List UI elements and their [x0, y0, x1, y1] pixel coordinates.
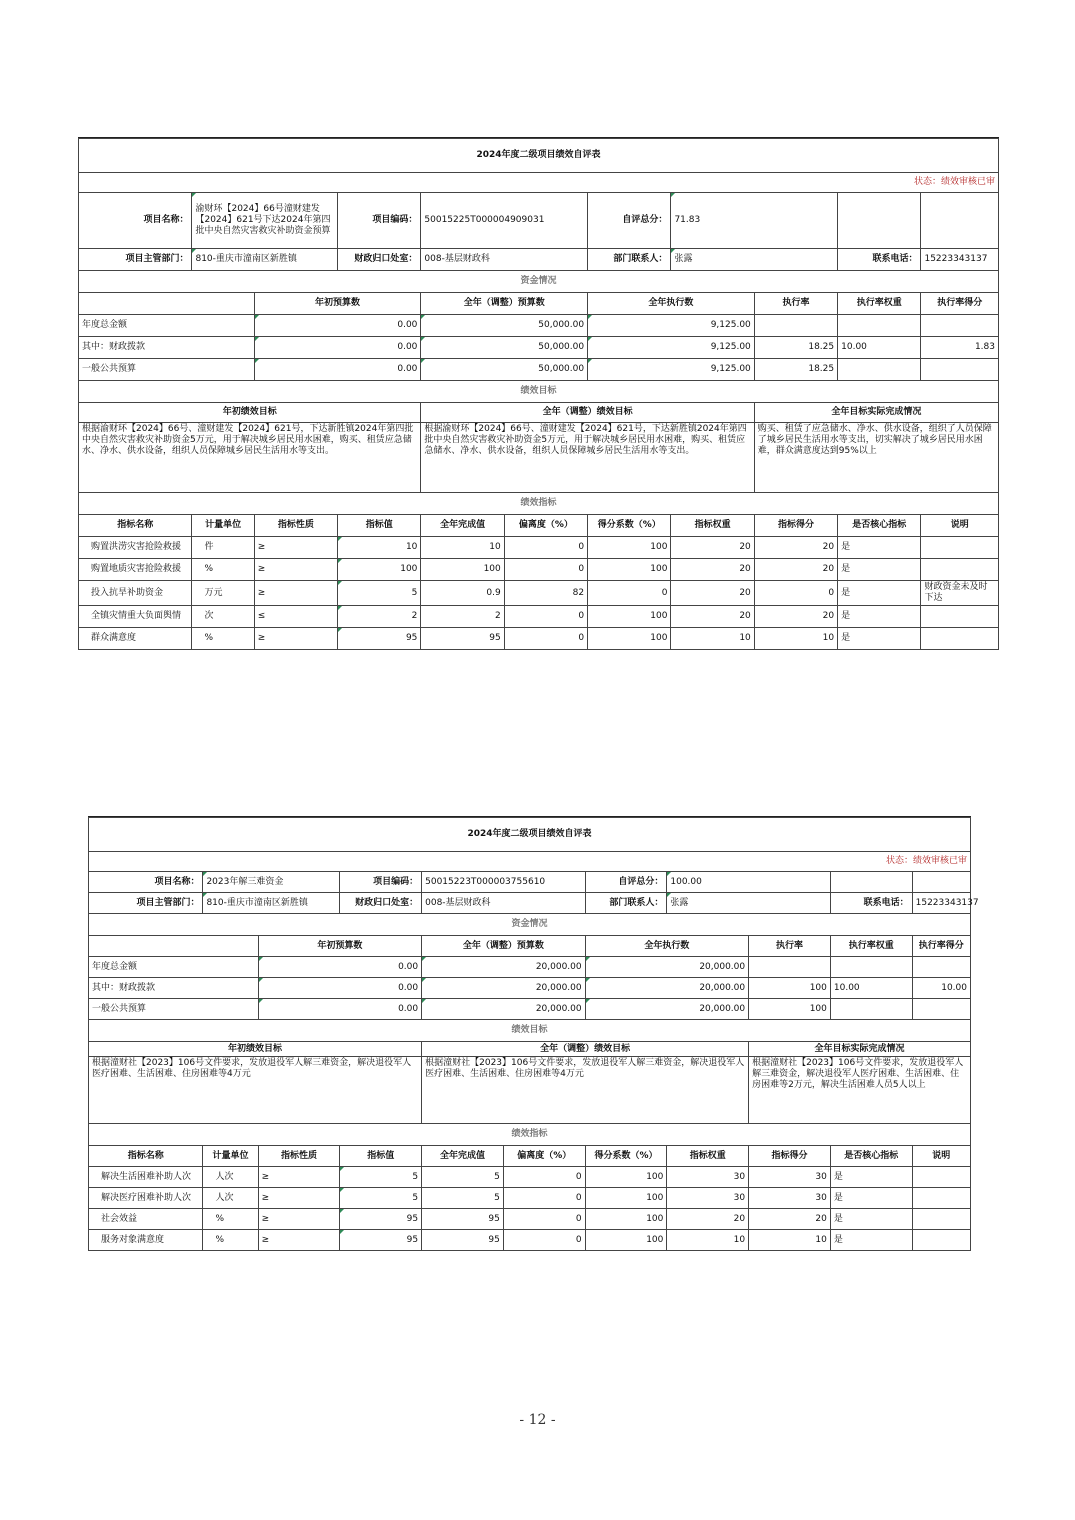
- contact-person-value: 张露: [671, 249, 838, 271]
- funds-column-header: 执行率权重: [830, 936, 912, 957]
- execution-score-cell: [921, 359, 999, 381]
- goals-section-title: 绩效目标: [89, 1020, 971, 1042]
- execution-weight-cell: [830, 957, 912, 978]
- indicators-section-title: 绩效指标: [79, 493, 999, 515]
- execution-rate-cell: 18.25: [754, 337, 837, 359]
- indicator-column-header: 指标值: [340, 1146, 422, 1167]
- deviation-cell: 0: [503, 1230, 585, 1251]
- deviation-cell: 0: [503, 1188, 585, 1209]
- indicator-name-cell: 解决医疗困难补助人次: [89, 1188, 203, 1209]
- core-flag-cell: 是: [838, 537, 921, 559]
- target-value-cell: 5: [340, 1167, 422, 1188]
- target-value-cell: 5: [338, 581, 421, 606]
- funds-section-title: 资金情况: [89, 914, 971, 936]
- funds-column-header: 全年执行数: [585, 936, 749, 957]
- nature-cell: ≥: [258, 1188, 340, 1209]
- indicator-column-header: 是否核心指标: [830, 1146, 912, 1167]
- table-row: [89, 1188, 971, 1209]
- page-number: - 12 -: [519, 1412, 556, 1428]
- goals-column-header: 全年（调整）绩效目标: [422, 1042, 749, 1057]
- indicator-weight-cell: 20: [671, 559, 754, 581]
- core-flag-cell: 是: [838, 581, 921, 606]
- dept-label: 项目主管部门：: [89, 893, 203, 914]
- core-flag-cell: 是: [838, 559, 921, 581]
- indicator-name-cell: 购置地质灾害抢险救援: [79, 559, 192, 581]
- nature-cell: ≥: [258, 1209, 340, 1230]
- indicator-weight-cell: 30: [667, 1167, 749, 1188]
- goals-column-header: 全年目标实际完成情况: [749, 1042, 971, 1057]
- core-flag-cell: 是: [838, 628, 921, 650]
- execution-score-cell: [921, 315, 999, 337]
- self-score-value: 100.00: [667, 872, 831, 893]
- unit-cell: %: [192, 559, 254, 581]
- initial-budget-cell: 0.00: [254, 315, 421, 337]
- indicator-score-cell: 20: [754, 559, 837, 581]
- indicator-column-header: 全年完成值: [421, 515, 504, 537]
- self-evaluation-sheet: [78, 137, 999, 650]
- table-row: [89, 1167, 971, 1188]
- executed-amount-cell: 9,125.00: [588, 337, 755, 359]
- execution-score-cell: 1.83: [921, 337, 999, 359]
- actual-value-cell: 95: [421, 628, 504, 650]
- adjusted-budget-cell: 50,000.00: [421, 337, 588, 359]
- initial-budget-cell: 0.00: [258, 978, 422, 999]
- table-row: [79, 628, 999, 650]
- initial-budget-cell: 0.00: [258, 957, 422, 978]
- indicator-name-cell: 服务对象满意度: [89, 1230, 203, 1251]
- project-name-value: 渝财环【2024】66号潼财建发【2024】621号下达2024年第四批中央自然灾害救灾补助资金预算: [192, 193, 338, 249]
- execution-weight-cell: 10.00: [838, 337, 921, 359]
- funds-header-blank: [89, 936, 259, 957]
- target-value-cell: 95: [338, 628, 421, 650]
- execution-weight-cell: 10.00: [830, 978, 912, 999]
- indicator-column-header: 偏离度（%）: [503, 1146, 585, 1167]
- indicators-section-title: 绩效指标: [89, 1124, 971, 1146]
- nature-cell: ≥: [254, 559, 337, 581]
- project-name-label: 项目名称：: [79, 193, 192, 249]
- execution-rate-cell: [754, 315, 837, 337]
- execution-weight-cell: [830, 999, 912, 1020]
- goals-column-header: 年初绩效目标: [79, 403, 421, 423]
- funds-column-header: 执行率: [754, 293, 837, 315]
- indicator-weight-cell: 30: [667, 1188, 749, 1209]
- goals-column-header: 年初绩效目标: [89, 1042, 422, 1057]
- indicator-score-cell: 20: [754, 606, 837, 628]
- deviation-cell: 82: [504, 581, 587, 606]
- adjusted-budget-cell: 20,000.00: [422, 957, 586, 978]
- indicator-column-header: 计量单位: [192, 515, 254, 537]
- adjusted-budget-cell: 50,000.00: [421, 315, 588, 337]
- phone-label: 联系电话：: [838, 249, 921, 271]
- self-evaluation-sheet: [88, 816, 979, 1251]
- funds-column-header: 全年执行数: [588, 293, 755, 315]
- adjusted-budget-cell: 20,000.00: [422, 978, 586, 999]
- actual-value-cell: 10: [421, 537, 504, 559]
- score-coef-cell: 100: [588, 628, 671, 650]
- self-score-value: 71.83: [671, 193, 838, 249]
- indicator-column-header: 指标权重: [671, 515, 754, 537]
- core-flag-cell: 是: [830, 1167, 912, 1188]
- funds-column-header: 执行率: [749, 936, 831, 957]
- indicator-score-cell: 20: [749, 1209, 831, 1230]
- indicator-column-header: 是否核心指标: [838, 515, 921, 537]
- funds-row-label: 年度总金额: [79, 315, 255, 337]
- indicator-column-header: 偏离度（%）: [504, 515, 587, 537]
- indicator-score-cell: 30: [749, 1167, 831, 1188]
- indicator-column-header: 说明: [921, 515, 999, 537]
- table-row: [79, 537, 999, 559]
- target-value-cell: 10: [338, 537, 421, 559]
- note-cell: [921, 606, 999, 628]
- empty-cell: [838, 193, 921, 249]
- note-cell: [912, 1167, 970, 1188]
- indicator-name-cell: 解决生活困难补助人次: [89, 1167, 203, 1188]
- nature-cell: ≥: [258, 1230, 340, 1251]
- goals-column-header: 全年目标实际完成情况: [754, 403, 998, 423]
- table-row: [79, 606, 999, 628]
- finance-office-label: 财政归口处室：: [340, 893, 422, 914]
- goal-text-cell: 购买、租赁了应急储水、净水、供水设备，组织了人员保障了城乡居民生活用水等支出，切实解决了城乡居民用水困难，群众满意度达到95%以上: [754, 423, 998, 493]
- empty-cell: [921, 193, 999, 249]
- executed-amount-cell: 9,125.00: [588, 315, 755, 337]
- table-row: [89, 1209, 971, 1230]
- indicator-weight-cell: 10: [671, 628, 754, 650]
- unit-cell: %: [203, 1209, 258, 1230]
- deviation-cell: 0: [504, 559, 587, 581]
- indicator-name-cell: 社会效益: [89, 1209, 203, 1230]
- indicator-column-header: 得分系数（%）: [585, 1146, 667, 1167]
- initial-budget-cell: 0.00: [254, 337, 421, 359]
- indicator-column-header: 指标权重: [667, 1146, 749, 1167]
- indicator-weight-cell: 20: [671, 537, 754, 559]
- project-code-value: 50015223T000003755610: [422, 872, 586, 893]
- indicator-column-header: 指标名称: [89, 1146, 203, 1167]
- adjusted-budget-cell: 50,000.00: [421, 359, 588, 381]
- goal-text-cell: 根据潼财社【2023】106号文件要求，发放退役军人解三难资金，解决退役军人医疗困难、生活困难、住房困难等4万元: [422, 1057, 749, 1124]
- score-coef-cell: 100: [585, 1188, 667, 1209]
- indicator-column-header: 指标性质: [258, 1146, 340, 1167]
- indicator-column-header: 说明: [912, 1146, 970, 1167]
- unit-cell: 人次: [203, 1167, 258, 1188]
- status-badge: 状态：绩效审核已审: [89, 852, 971, 872]
- sheet-title: 2024年度二级项目绩效自评表: [79, 139, 999, 173]
- score-coef-cell: 100: [588, 537, 671, 559]
- note-cell: [912, 1230, 970, 1251]
- target-value-cell: 5: [340, 1188, 422, 1209]
- funds-column-header: 年初预算数: [258, 936, 422, 957]
- actual-value-cell: 0.9: [421, 581, 504, 606]
- table-row: [79, 559, 999, 581]
- target-value-cell: 95: [340, 1230, 422, 1251]
- funds-row-label: 其中：财政拨款: [89, 978, 259, 999]
- execution-score-cell: [912, 957, 970, 978]
- actual-value-cell: 95: [422, 1230, 504, 1251]
- core-flag-cell: 是: [830, 1230, 912, 1251]
- executed-amount-cell: 20,000.00: [585, 978, 749, 999]
- goal-text-cell: 根据潼财社【2023】106号文件要求，发放退役军人解三难资金，解决退役军人医疗困难、生活困难、住房困难等4万元: [89, 1057, 422, 1124]
- funds-column-header: 年初预算数: [254, 293, 421, 315]
- funds-header-blank: [79, 293, 255, 315]
- indicator-score-cell: 30: [749, 1188, 831, 1209]
- indicator-column-header: 计量单位: [203, 1146, 258, 1167]
- indicator-weight-cell: 10: [667, 1230, 749, 1251]
- table-row: [79, 581, 999, 606]
- indicator-column-header: 指标得分: [749, 1146, 831, 1167]
- indicator-name-cell: 投入抗旱补助资金: [79, 581, 192, 606]
- execution-weight-cell: [838, 315, 921, 337]
- status-badge: 状态：绩效审核已审: [79, 173, 999, 193]
- deviation-cell: 0: [504, 628, 587, 650]
- contact-person-label: 部门联系人：: [588, 249, 671, 271]
- indicator-column-header: 全年完成值: [422, 1146, 504, 1167]
- deviation-cell: 0: [504, 606, 587, 628]
- indicator-score-cell: 0: [754, 581, 837, 606]
- funds-row-label: 其中：财政拨款: [79, 337, 255, 359]
- note-cell: [912, 1209, 970, 1230]
- unit-cell: %: [192, 628, 254, 650]
- goal-text-cell: 根据渝财环【2024】66号、潼财建发【2024】621号，下达新胜镇2024年第四批中央自然灾害救灾补助资金5万元，用于解决城乡居民用水困难，购买、租赁应急储水、净水、供水设备，组织人员保障城乡居民生活用水等支出。: [421, 423, 754, 493]
- empty-cell: [912, 872, 970, 893]
- funds-column-header: 执行率得分: [921, 293, 999, 315]
- score-coef-cell: 100: [585, 1230, 667, 1251]
- dept-value: 810-重庆市潼南区新胜镇: [203, 893, 340, 914]
- project-code-value: 50015225T000004909031: [421, 193, 588, 249]
- nature-cell: ≤: [254, 606, 337, 628]
- unit-cell: %: [203, 1230, 258, 1251]
- core-flag-cell: 是: [830, 1209, 912, 1230]
- dept-label: 项目主管部门：: [79, 249, 192, 271]
- indicator-column-header: 指标名称: [79, 515, 192, 537]
- funds-section-title: 资金情况: [79, 271, 999, 293]
- target-value-cell: 2: [338, 606, 421, 628]
- goal-text-cell: 根据潼财社【2023】106号文件要求，发放退役军人解三难资金，解决退役军人医疗困难、生活困难、住房困难等2万元，解决生活困难人员5人以上: [749, 1057, 971, 1124]
- indicator-name-cell: 群众满意度: [79, 628, 192, 650]
- phone-label: 联系电话：: [830, 893, 912, 914]
- project-code-label: 项目编码：: [338, 193, 421, 249]
- indicator-column-header: 指标性质: [254, 515, 337, 537]
- adjusted-budget-cell: 20,000.00: [422, 999, 586, 1020]
- indicator-score-cell: 10: [749, 1230, 831, 1251]
- note-cell: [921, 559, 999, 581]
- note-cell: [921, 537, 999, 559]
- initial-budget-cell: 0.00: [258, 999, 422, 1020]
- execution-rate-cell: [749, 957, 831, 978]
- unit-cell: 万元: [192, 581, 254, 606]
- deviation-cell: 0: [503, 1167, 585, 1188]
- funds-column-header: 全年（调整）预算数: [421, 293, 588, 315]
- empty-cell: [830, 872, 912, 893]
- note-cell: [921, 628, 999, 650]
- table-row: [89, 1230, 971, 1251]
- target-value-cell: 100: [338, 559, 421, 581]
- score-coef-cell: 0: [588, 581, 671, 606]
- indicator-weight-cell: 20: [667, 1209, 749, 1230]
- indicator-score-cell: 20: [754, 537, 837, 559]
- initial-budget-cell: 0.00: [254, 359, 421, 381]
- execution-rate-cell: 18.25: [754, 359, 837, 381]
- executed-amount-cell: 9,125.00: [588, 359, 755, 381]
- phone-value: 15223343137: [921, 249, 999, 271]
- self-score-label: 自评总分：: [588, 193, 671, 249]
- project-name-label: 项目名称：: [89, 872, 203, 893]
- funds-row-label: 一般公共预算: [89, 999, 259, 1020]
- goals-section-title: 绩效目标: [79, 381, 999, 403]
- sheet-title: 2024年度二级项目绩效自评表: [89, 818, 971, 852]
- note-cell: 财政资金未及时下达: [921, 581, 999, 606]
- funds-row-label: 年度总金额: [89, 957, 259, 978]
- phone-value: 15223343137: [912, 893, 970, 914]
- goals-column-header: 全年（调整）绩效目标: [421, 403, 754, 423]
- deviation-cell: 0: [504, 537, 587, 559]
- actual-value-cell: 95: [422, 1209, 504, 1230]
- nature-cell: ≥: [258, 1167, 340, 1188]
- execution-score-cell: 10.00: [912, 978, 970, 999]
- finance-office-label: 财政归口处室：: [338, 249, 421, 271]
- indicator-weight-cell: 20: [671, 606, 754, 628]
- project-code-label: 项目编码：: [340, 872, 422, 893]
- contact-person-value: 张露: [667, 893, 831, 914]
- project-name-value: 2023年解三难资金: [203, 872, 340, 893]
- core-flag-cell: 是: [838, 606, 921, 628]
- funds-column-header: 全年（调整）预算数: [422, 936, 586, 957]
- indicator-weight-cell: 20: [671, 581, 754, 606]
- actual-value-cell: 100: [421, 559, 504, 581]
- execution-rate-cell: 100: [749, 978, 831, 999]
- dept-value: 810-重庆市潼南区新胜镇: [192, 249, 338, 271]
- actual-value-cell: 2: [421, 606, 504, 628]
- indicator-name-cell: 购置洪涝灾害抢险救援: [79, 537, 192, 559]
- nature-cell: ≥: [254, 581, 337, 606]
- indicator-column-header: 得分系数（%）: [588, 515, 671, 537]
- executed-amount-cell: 20,000.00: [585, 999, 749, 1020]
- unit-cell: 人次: [203, 1188, 258, 1209]
- indicator-name-cell: 全镇灾情重大负面舆情: [79, 606, 192, 628]
- execution-rate-cell: 100: [749, 999, 831, 1020]
- score-coef-cell: 100: [588, 606, 671, 628]
- score-coef-cell: 100: [588, 559, 671, 581]
- deviation-cell: 0: [503, 1209, 585, 1230]
- target-value-cell: 95: [340, 1209, 422, 1230]
- indicator-column-header: 指标值: [338, 515, 421, 537]
- execution-weight-cell: [838, 359, 921, 381]
- indicator-column-header: 指标得分: [754, 515, 837, 537]
- execution-score-cell: [912, 999, 970, 1020]
- nature-cell: ≥: [254, 537, 337, 559]
- nature-cell: ≥: [254, 628, 337, 650]
- actual-value-cell: 5: [422, 1167, 504, 1188]
- funds-column-header: 执行率得分: [912, 936, 970, 957]
- executed-amount-cell: 20,000.00: [585, 957, 749, 978]
- indicator-score-cell: 10: [754, 628, 837, 650]
- actual-value-cell: 5: [422, 1188, 504, 1209]
- self-score-label: 自评总分：: [585, 872, 667, 893]
- finance-office-value: 008-基层财政科: [422, 893, 586, 914]
- finance-office-value: 008-基层财政科: [421, 249, 588, 271]
- funds-row-label: 一般公共预算: [79, 359, 255, 381]
- score-coef-cell: 100: [585, 1209, 667, 1230]
- unit-cell: 件: [192, 537, 254, 559]
- contact-person-label: 部门联系人：: [585, 893, 667, 914]
- note-cell: [912, 1188, 970, 1209]
- unit-cell: 次: [192, 606, 254, 628]
- score-coef-cell: 100: [585, 1167, 667, 1188]
- funds-column-header: 执行率权重: [838, 293, 921, 315]
- goal-text-cell: 根据渝财环【2024】66号、潼财建发【2024】621号，下达新胜镇2024年第四批中央自然灾害救灾补助资金5万元，用于解决城乡居民用水困难，购买、租赁应急储水、净水、供水设备，组织人员保障城乡居民生活用水等支出。: [79, 423, 421, 493]
- core-flag-cell: 是: [830, 1188, 912, 1209]
